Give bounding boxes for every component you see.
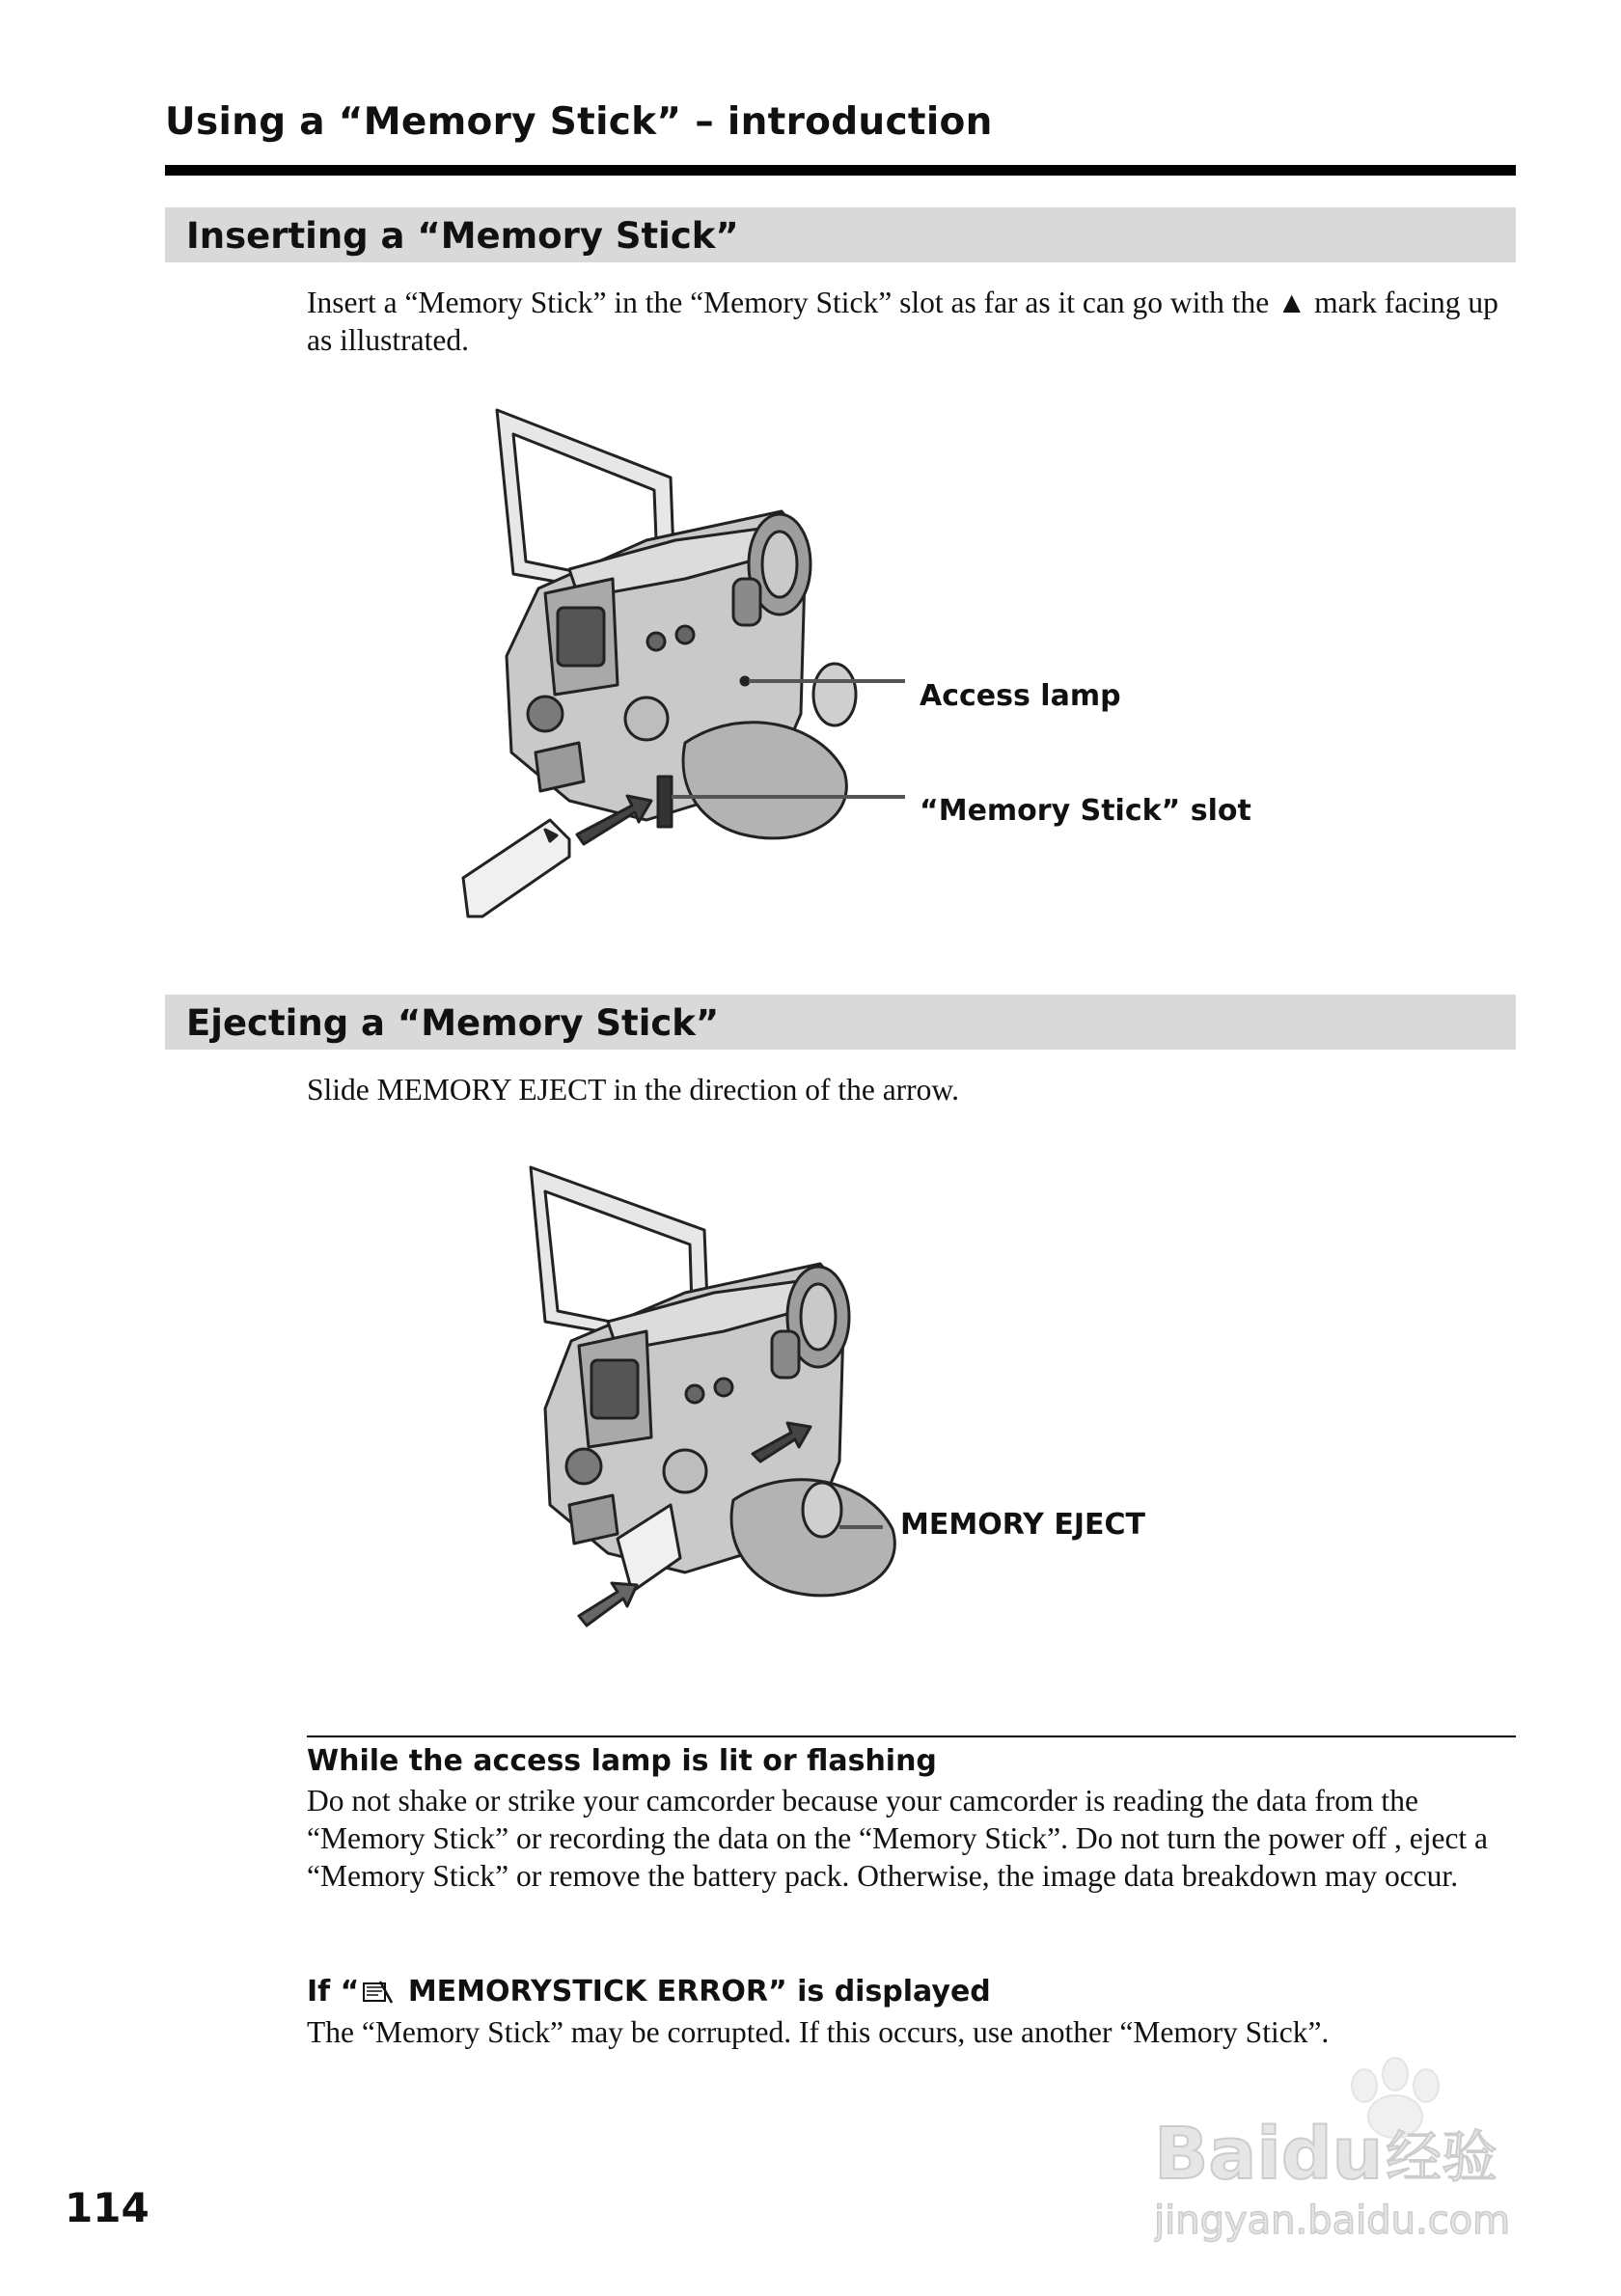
watermark-brand-cn: 经验 [1386,2124,1498,2190]
section-header-inserting [165,207,1516,262]
page-number: 114 [65,2184,150,2231]
label-access-lamp: Access lamp [920,679,1121,713]
baidu-watermark [1154,2055,1540,2248]
eject-illustration [511,1153,1187,1693]
label-memory-stick-slot: “Memory Stick” slot [920,794,1251,828]
ejecting-instruction: Slide MEMORY EJECT in the direction of the arrow. [307,1073,959,1107]
grip-strap [683,723,846,838]
note-error-heading-prefix: If “ [307,1975,360,2009]
label-memory-eject: MEMORY EJECT [900,1508,1145,1542]
section-header-ejecting [165,995,1516,1050]
access-lamp-dot [741,677,749,685]
note-access-lamp-heading: While the access lamp is lit or flashing [307,1744,937,1778]
note-error-heading [307,1975,991,2009]
section-title-inserting: Inserting a “Memory Stick” [186,215,739,257]
chapter-title: Using a “Memory Stick” – introduction [165,100,993,144]
eject-direction-arrow [579,1583,637,1626]
chapter-rule [165,165,1516,176]
insert-illustration [453,396,1225,936]
notes-divider [307,1736,1516,1737]
watermark-url: jingyan.baidu.com [1154,2199,1511,2243]
section-title-ejecting: Ejecting a “Memory Stick” [186,1002,720,1044]
note-error-heading-suffix: MEMORYSTICK ERROR” is displayed [398,1975,991,2009]
note-error-body: The “Memory Stick” may be corrupted. If this occurs, use another “Memory Stick”. [307,2015,1330,2049]
note-access-lamp-body: Do not shake or strike your camcorder because your camcorder is reading the data from the “Memory Stick” or recording the data on the “Memory Stick”. Do not turn the power off , eject a “Memory Stick” or remove the battery pack. Otherwise, the image data breakdown may occur. [307,1784,1489,1893]
watermark-brand: Baidu [1154,2113,1384,2196]
memory-stick-error-icon [361,1980,394,2005]
inserting-instruction: Insert a “Memory Stick” in the “Memory Stick” slot as far as it can go with the ▲ mark facing up as illustrated. [307,286,1498,357]
paw-icon [1352,2069,1377,2102]
memory-stick-slot [658,777,672,827]
memory-eject-button [803,1483,841,1537]
